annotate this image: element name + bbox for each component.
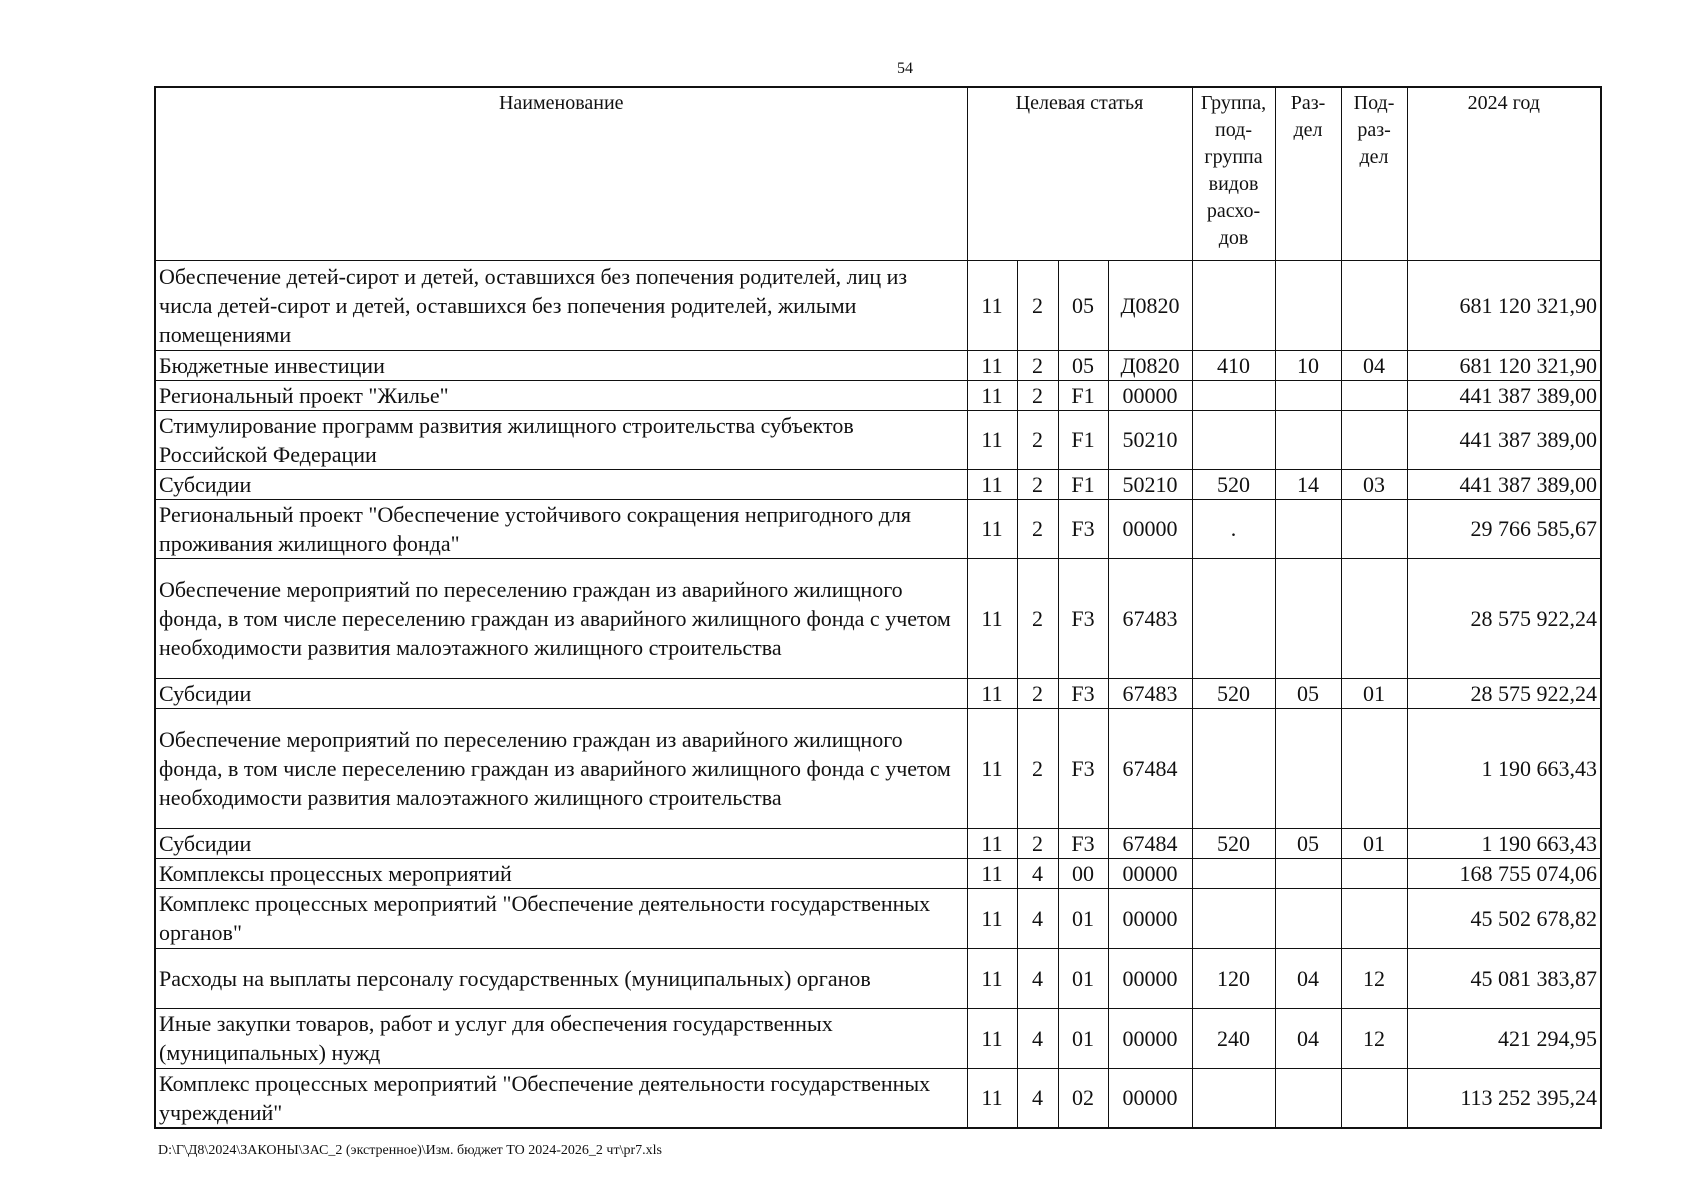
row-name: Субсидии xyxy=(155,678,967,708)
subsection-code xyxy=(1341,410,1407,469)
target-code-3: F1 xyxy=(1058,410,1108,469)
amount-2024: 45 081 383,87 xyxy=(1407,948,1601,1008)
budget-table xyxy=(154,86,1602,1129)
header-row xyxy=(155,87,1601,260)
target-code-4: 50210 xyxy=(1108,410,1192,469)
subsection-code: 04 xyxy=(1341,350,1407,380)
target-code-1: 11 xyxy=(967,410,1017,469)
target-code-3: 05 xyxy=(1058,260,1108,350)
expense-group xyxy=(1192,260,1275,350)
subsection-code xyxy=(1341,260,1407,350)
header-year: 2024 год xyxy=(1407,87,1601,260)
header-target-article: Целевая статья xyxy=(967,87,1192,260)
subsection-code xyxy=(1341,708,1407,828)
row-name: Обеспечение мероприятий по переселению граждан из аварийного жилищного фонда, в том числе переселению граждан из аварийного жилищного фонда с учетом необходимости развития малоэтажного жилищного строительства xyxy=(155,708,967,828)
expense-group xyxy=(1192,380,1275,410)
table-row xyxy=(155,469,1601,499)
table-row xyxy=(155,888,1601,948)
target-code-2: 2 xyxy=(1017,410,1058,469)
target-code-3: F3 xyxy=(1058,558,1108,678)
target-code-4: 00000 xyxy=(1108,1008,1192,1068)
amount-2024: 441 387 389,00 xyxy=(1407,469,1601,499)
expense-group: 520 xyxy=(1192,469,1275,499)
target-code-2: 2 xyxy=(1017,260,1058,350)
row-name: Стимулирование программ развития жилищного строительства субъектов Российской Федерации xyxy=(155,410,967,469)
expense-group xyxy=(1192,858,1275,888)
amount-2024: 1 190 663,43 xyxy=(1407,828,1601,858)
expense-group xyxy=(1192,708,1275,828)
header-name: Наименование xyxy=(155,87,967,260)
target-code-2: 2 xyxy=(1017,469,1058,499)
target-code-3: 00 xyxy=(1058,858,1108,888)
row-name: Расходы на выплаты персоналу государственных (муниципальных) органов xyxy=(155,948,967,1008)
target-code-1: 11 xyxy=(967,828,1017,858)
row-name: Региональный проект "Обеспечение устойчивого сокращения непригодного для проживания жилищного фонда" xyxy=(155,499,967,558)
target-code-3: F1 xyxy=(1058,380,1108,410)
table-row xyxy=(155,678,1601,708)
target-code-2: 2 xyxy=(1017,558,1058,678)
target-code-4: Д0820 xyxy=(1108,260,1192,350)
table-row xyxy=(155,1068,1601,1128)
subsection-code xyxy=(1341,499,1407,558)
target-code-1: 11 xyxy=(967,558,1017,678)
table-row xyxy=(155,948,1601,1008)
amount-2024: 45 502 678,82 xyxy=(1407,888,1601,948)
target-code-2: 2 xyxy=(1017,380,1058,410)
section-code xyxy=(1275,708,1341,828)
table-row xyxy=(155,499,1601,558)
subsection-code xyxy=(1341,380,1407,410)
amount-2024: 681 120 321,90 xyxy=(1407,350,1601,380)
section-code: 10 xyxy=(1275,350,1341,380)
row-name: Бюджетные инвестиции xyxy=(155,350,967,380)
target-code-3: 01 xyxy=(1058,948,1108,1008)
expense-group: . xyxy=(1192,499,1275,558)
section-code xyxy=(1275,380,1341,410)
target-code-3: 01 xyxy=(1058,888,1108,948)
table-row xyxy=(155,858,1601,888)
footer-file-path: D:\Г\Д8\2024\ЗАКОНЫ\ЗАС_2 (экстренное)\Изм. бюджет ТО 2024-2026_2 чт\pr7.xls xyxy=(158,1143,662,1158)
section-code: 14 xyxy=(1275,469,1341,499)
target-code-4: Д0820 xyxy=(1108,350,1192,380)
table-row xyxy=(155,380,1601,410)
table-row xyxy=(155,1008,1601,1068)
target-code-4: 00000 xyxy=(1108,948,1192,1008)
section-code xyxy=(1275,499,1341,558)
expense-group: 410 xyxy=(1192,350,1275,380)
section-code xyxy=(1275,558,1341,678)
section-code xyxy=(1275,1068,1341,1128)
target-code-4: 67484 xyxy=(1108,708,1192,828)
target-code-1: 11 xyxy=(967,380,1017,410)
amount-2024: 168 755 074,06 xyxy=(1407,858,1601,888)
target-code-2: 2 xyxy=(1017,499,1058,558)
section-code xyxy=(1275,888,1341,948)
target-code-1: 11 xyxy=(967,1068,1017,1128)
target-code-4: 50210 xyxy=(1108,469,1192,499)
target-code-4: 67483 xyxy=(1108,678,1192,708)
table-row xyxy=(155,708,1601,828)
target-code-3: F3 xyxy=(1058,678,1108,708)
section-code: 04 xyxy=(1275,1008,1341,1068)
table-row xyxy=(155,410,1601,469)
section-code xyxy=(1275,858,1341,888)
subsection-code: 01 xyxy=(1341,828,1407,858)
target-code-2: 2 xyxy=(1017,708,1058,828)
target-code-2: 4 xyxy=(1017,1008,1058,1068)
expense-group: 120 xyxy=(1192,948,1275,1008)
amount-2024: 29 766 585,67 xyxy=(1407,499,1601,558)
target-code-2: 4 xyxy=(1017,948,1058,1008)
target-code-3: F3 xyxy=(1058,828,1108,858)
table-row xyxy=(155,350,1601,380)
row-name: Региональный проект "Жилье" xyxy=(155,380,967,410)
amount-2024: 1 190 663,43 xyxy=(1407,708,1601,828)
target-code-3: F1 xyxy=(1058,469,1108,499)
header-subsection: Под- раз- дел xyxy=(1341,87,1407,260)
subsection-code: 01 xyxy=(1341,678,1407,708)
target-code-1: 11 xyxy=(967,1008,1017,1068)
expense-group xyxy=(1192,410,1275,469)
target-code-3: 02 xyxy=(1058,1068,1108,1128)
target-code-1: 11 xyxy=(967,888,1017,948)
target-code-4: 67484 xyxy=(1108,828,1192,858)
expense-group: 520 xyxy=(1192,678,1275,708)
target-code-2: 4 xyxy=(1017,1068,1058,1128)
amount-2024: 28 575 922,24 xyxy=(1407,678,1601,708)
section-code xyxy=(1275,260,1341,350)
target-code-2: 4 xyxy=(1017,888,1058,948)
target-code-2: 2 xyxy=(1017,678,1058,708)
target-code-1: 11 xyxy=(967,260,1017,350)
expense-group: 240 xyxy=(1192,1008,1275,1068)
target-code-1: 11 xyxy=(967,499,1017,558)
subsection-code xyxy=(1341,1068,1407,1128)
row-name: Обеспечение мероприятий по переселению граждан из аварийного жилищного фонда, в том числе переселению граждан из аварийного жилищного фонда с учетом необходимости развития малоэтажного жилищного строительства xyxy=(155,558,967,678)
subsection-code xyxy=(1341,888,1407,948)
target-code-1: 11 xyxy=(967,469,1017,499)
subsection-code xyxy=(1341,558,1407,678)
target-code-1: 11 xyxy=(967,708,1017,828)
amount-2024: 681 120 321,90 xyxy=(1407,260,1601,350)
subsection-code: 12 xyxy=(1341,948,1407,1008)
target-code-2: 2 xyxy=(1017,350,1058,380)
amount-2024: 441 387 389,00 xyxy=(1407,380,1601,410)
target-code-4: 00000 xyxy=(1108,1068,1192,1128)
target-code-3: 05 xyxy=(1058,350,1108,380)
target-code-4: 00000 xyxy=(1108,380,1192,410)
target-code-4: 00000 xyxy=(1108,888,1192,948)
expense-group: 520 xyxy=(1192,828,1275,858)
subsection-code xyxy=(1341,858,1407,888)
target-code-1: 11 xyxy=(967,350,1017,380)
target-code-2: 2 xyxy=(1017,828,1058,858)
expense-group xyxy=(1192,888,1275,948)
expense-group xyxy=(1192,558,1275,678)
table-row xyxy=(155,828,1601,858)
section-code: 04 xyxy=(1275,948,1341,1008)
target-code-1: 11 xyxy=(967,678,1017,708)
target-code-4: 00000 xyxy=(1108,499,1192,558)
expense-group xyxy=(1192,1068,1275,1128)
target-code-3: 01 xyxy=(1058,1008,1108,1068)
amount-2024: 421 294,95 xyxy=(1407,1008,1601,1068)
row-name: Иные закупки товаров, работ и услуг для обеспечения государственных (муниципальных) нужд xyxy=(155,1008,967,1068)
target-code-2: 4 xyxy=(1017,858,1058,888)
table-row xyxy=(155,558,1601,678)
target-code-1: 11 xyxy=(967,948,1017,1008)
subsection-code: 12 xyxy=(1341,1008,1407,1068)
target-code-4: 67483 xyxy=(1108,558,1192,678)
row-name: Обеспечение детей-сирот и детей, оставшихся без попечения родителей, лиц из числа детей-сирот и детей, оставшихся без попечения родителей, жилыми помещениями xyxy=(155,260,967,350)
header-section: Раз- дел xyxy=(1275,87,1341,260)
target-code-3: F3 xyxy=(1058,708,1108,828)
section-code xyxy=(1275,410,1341,469)
target-code-4: 00000 xyxy=(1108,858,1192,888)
row-name: Субсидии xyxy=(155,469,967,499)
row-name: Комплекс процессных мероприятий "Обеспечение деятельности государственных органов" xyxy=(155,888,967,948)
section-code: 05 xyxy=(1275,678,1341,708)
row-name: Комплекс процессных мероприятий "Обеспечение деятельности государственных учреждений" xyxy=(155,1068,967,1128)
row-name: Комплексы процессных мероприятий xyxy=(155,858,967,888)
target-code-3: F3 xyxy=(1058,499,1108,558)
subsection-code: 03 xyxy=(1341,469,1407,499)
target-code-1: 11 xyxy=(967,858,1017,888)
section-code: 05 xyxy=(1275,828,1341,858)
header-group: Группа, под- группа видов расхо- дов xyxy=(1192,87,1275,260)
page-number: 54 xyxy=(897,60,913,77)
row-name: Субсидии xyxy=(155,828,967,858)
amount-2024: 441 387 389,00 xyxy=(1407,410,1601,469)
amount-2024: 113 252 395,24 xyxy=(1407,1068,1601,1128)
table-row xyxy=(155,260,1601,350)
amount-2024: 28 575 922,24 xyxy=(1407,558,1601,678)
